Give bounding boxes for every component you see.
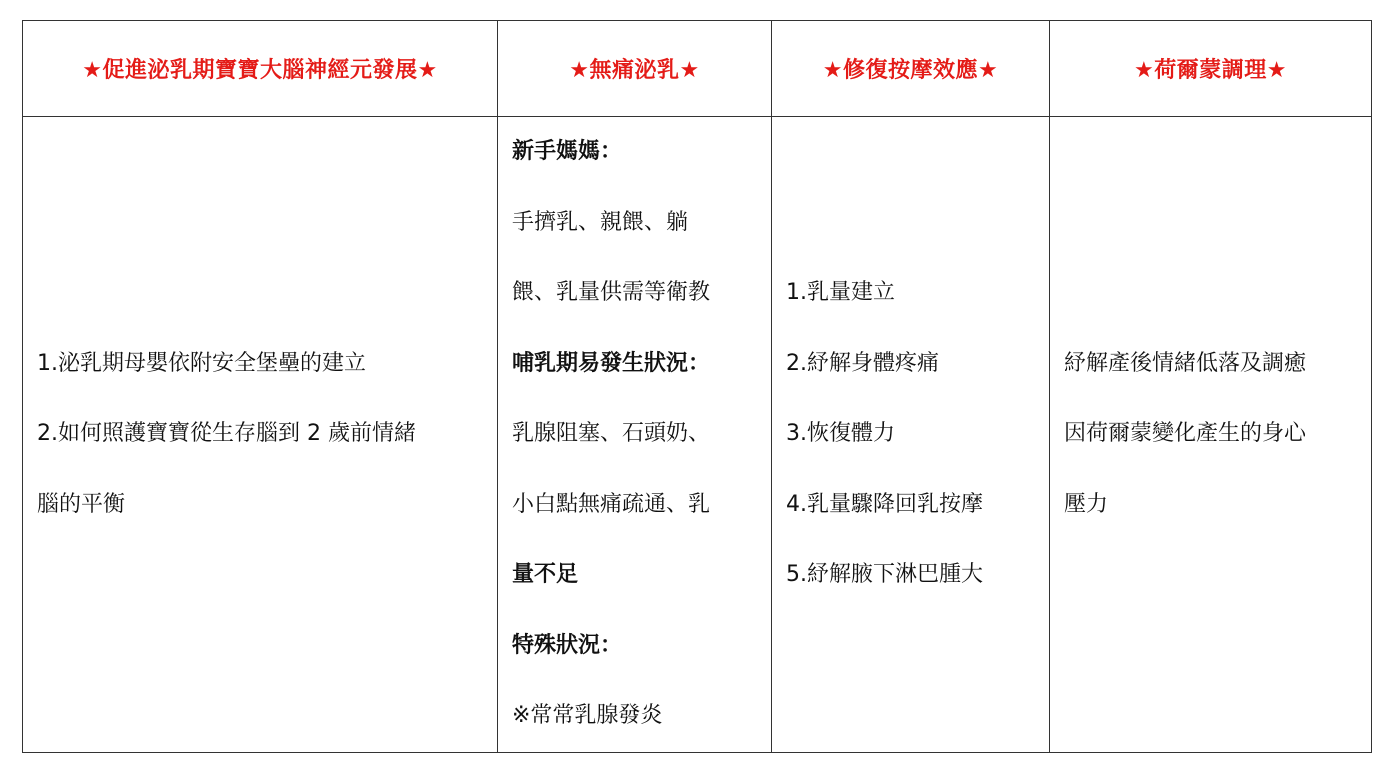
text-line: 手擠乳、親餵、躺 xyxy=(512,209,689,235)
cell-hormone-regulation xyxy=(1050,117,1372,753)
text-line: 2.紓解身體疼痛 xyxy=(786,350,939,376)
cell-brain-development xyxy=(23,117,498,753)
brain-development-text xyxy=(23,329,497,541)
header-brain-development: ★促進泌乳期寶寶大腦神經元發展★ xyxy=(23,21,498,117)
text-line: 因荷爾蒙變化產生的身心 xyxy=(1064,421,1307,446)
text-line: 乳腺阻塞、石頭奶、 xyxy=(512,421,711,446)
text-line: 紓解產後情緒低落及調癒 xyxy=(1064,350,1307,376)
header-painless-lactation: ★無痛泌乳★ xyxy=(498,21,772,117)
text-line: 壓力 xyxy=(1064,491,1109,517)
text-line: 5.紓解腋下淋巴腫大 xyxy=(786,562,983,587)
info-table xyxy=(22,20,1372,753)
text-line: 餵、乳量供需等衛教 xyxy=(512,280,711,305)
cell-massage-effect xyxy=(772,117,1050,753)
text-line: 2.如何照護寶寶從生存腦到 2 歲前情緒 xyxy=(37,421,416,446)
text-line: 哺乳期易發生狀況： xyxy=(512,350,711,376)
massage-effect-text xyxy=(772,258,1049,611)
header-massage-effect: ★修復按摩效應★ xyxy=(772,21,1050,117)
text-line: 1.乳量建立 xyxy=(786,280,895,305)
header-hormone-regulation: ★荷爾蒙調理★ xyxy=(1050,21,1372,117)
hormone-regulation-text xyxy=(1050,329,1371,541)
text-line: 小白點無痛疏通、乳 xyxy=(512,491,711,517)
text-line: ※常常乳腺發炎 xyxy=(512,703,663,728)
text-line: 腦的平衡 xyxy=(37,491,126,517)
painless-lactation-text xyxy=(498,117,771,752)
text-line: 1.泌乳期母嬰依附安全堡壘的建立 xyxy=(37,350,366,376)
content-row xyxy=(23,117,1372,753)
text-line: 特殊狀況： xyxy=(512,632,623,658)
text-line: 量不足 xyxy=(512,562,579,587)
text-line: 4.乳量驟降回乳按摩 xyxy=(786,491,983,517)
text-line: 新手媽媽： xyxy=(512,139,623,164)
text-line: 3.恢復體力 xyxy=(786,421,895,446)
cell-painless-lactation xyxy=(498,117,772,753)
header-row xyxy=(23,21,1372,117)
